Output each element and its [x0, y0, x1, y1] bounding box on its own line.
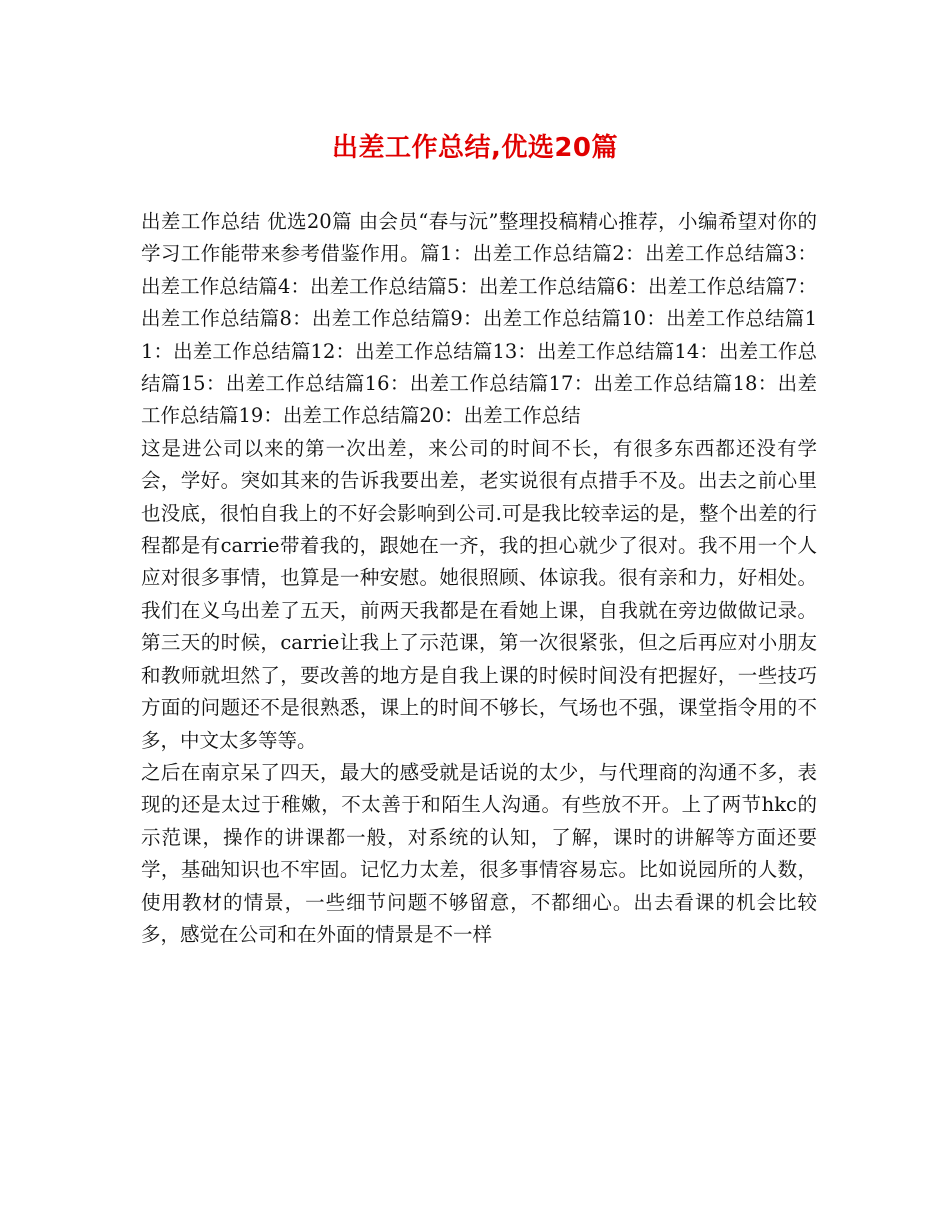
document-body — [141, 206, 817, 951]
paragraph-nanjing: 之后在南京呆了四天，最大的感受就是话说的太少，与代理商的沟通不多，表现的还是太过于稚嫩，不太善于和陌生人沟通。有些放不开。上了两节hkc的示范课，操作的讲课都一般，对系统的认知，了解，课时的讲解等方面还要学，基础知识也不牢固。记忆力太差，很多事情容易忘。比如说园所的人数，使用教材的情景，一些细节问题不够留意，不都细心。出去看课的机会比较多，感觉在公司和在外面的情景是不一样 — [141, 760, 817, 946]
document-title: 出差工作总结,优选20篇 — [331, 133, 619, 163]
paragraph-intro: 出差工作总结 优选20篇 由会员“春与沅”整理投稿精心推荐，小编希望对你的学习工作能带来参考借鉴作用。篇1：出差工作总结篇2：出差工作总结篇3：出差工作总结篇4：出差工作总结篇5：出差工作总结篇6：出差工作总结篇7：出差工作总结篇8：出差工作总结篇9：出差工作总结篇10：出差工作总结篇11：出差工作总结篇12：出差工作总结篇13：出差工作总结篇14：出差工作总结篇15：出差工作总结篇16：出差工作总结篇17：出差工作总结篇18：出差工作总结篇19：出差工作总结篇20：出差工作总结 — [141, 210, 817, 428]
paragraph-first-trip: 这是进公司以来的第一次出差，来公司的时间不长，有很多东西都还没有学会，学好。突如其来的告诉我要出差，老实说很有点措手不及。出去之前心里也没底，很怕自我上的不好会影响到公司.可是我比较幸运的是，整个出差的行程都是有carrie带着我的，跟她在一齐，我的担心就少了很对。我不用一个人应对很多事情，也算是一种安慰。她很照顾、体谅我。很有亲和力，好相处。我们在义乌出差了五天，前两天我都是在看她上课，自我就在旁边做做记录。第三天的时候，carrie让我上了示范课，第一次很紧张，但之后再应对小朋友和教师就坦然了，要改善的地方是自我上课的时候时间没有把握好，一些技巧方面的问题还不是很熟悉，课上的时间不够长，气场也不强，课堂指令用的不多，中文太多等等。 — [141, 436, 817, 752]
